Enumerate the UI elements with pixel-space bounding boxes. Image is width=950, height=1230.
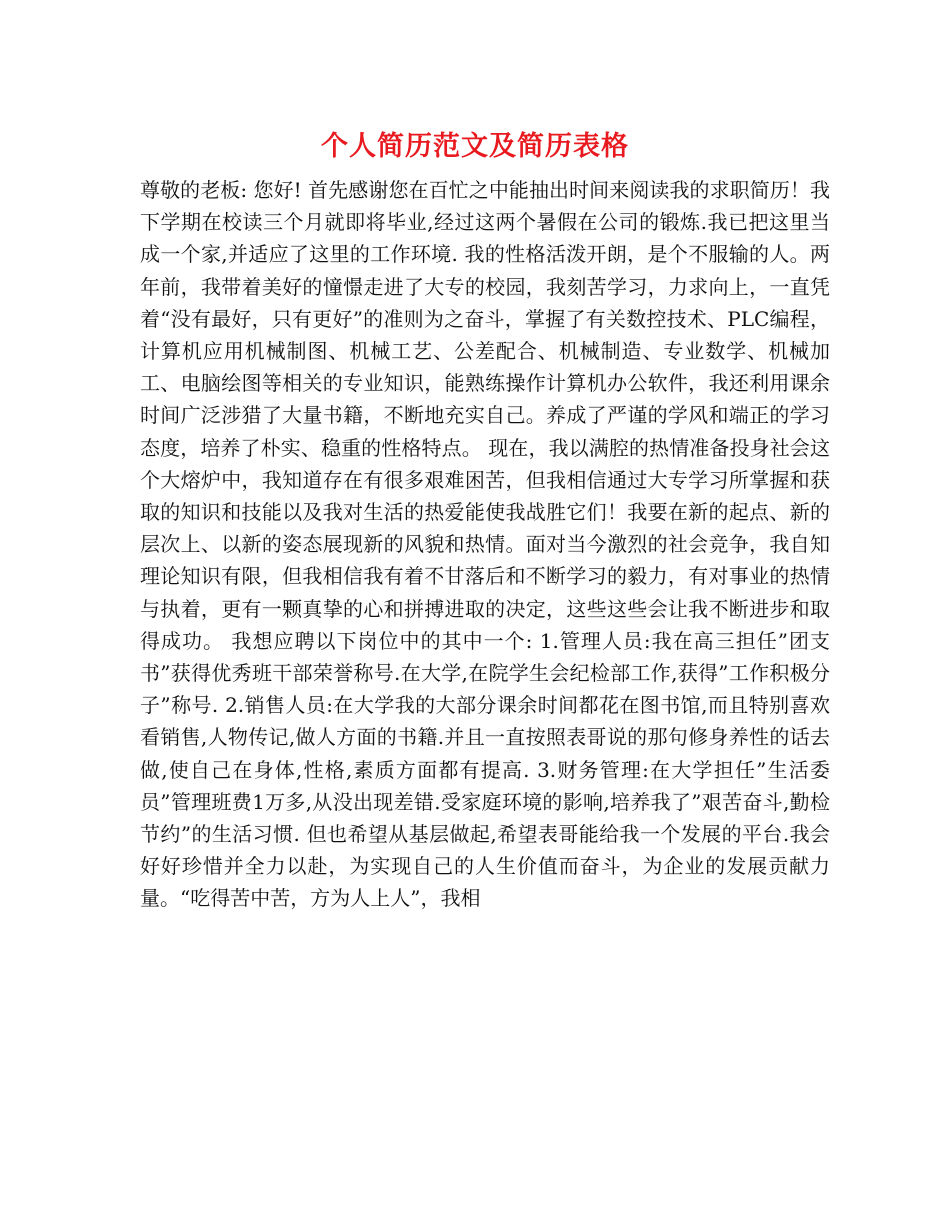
document-title: 个人简历范文及简历表格: [321, 131, 629, 162]
document-body-paragraph: 尊敬的老板: 您好! 首先感谢您在百忙之中能抽出时间来阅读我的求职简历！我下学期在校读三个月就即将毕业,经过这两个暑假在公司的锻炼.我已把这里当成一个家,并适应了这里的工作环境. 我的性格活泼开朗，是个不服输的人。两年前，我带着美好的憧憬走进了大专的校园，我刻苦学习，力求向上，一直凭着“没有最好，只有更好”的准则为之奋斗，掌握了有关数控技术、PLC编程，计算机应用机械制图、机械工艺、公差配合、机械制造、专业数学、机械加工、电脑绘图等相关的专业知识，能熟练操作计算机办公软件，我还利用课余时间广泛涉猎了大量书籍，不断地充实自己。养成了严谨的学风和端正的学习态度，培养了朴实、稳重的性格特点。 现在，我以满腔的热情准备投身社会这个大熔炉中，我知道存在有很多艰难困苦，但我相信通过大专学习所掌握和获取的知识和技能以及我对生活的热爱能使我战胜它们！我要在新的起点、新的层次上、以新的姿态展现新的风貌和热情。面对当今激烈的社会竞争，我自知理论知识有限，但我相信我有着不甘落后和不断学习的毅力，有对事业的热情与执着，更有一颗真挚的心和拼搏进取的决定，这些这些会让我不断进步和取得成功。 我想应聘以下岗位中的其中一个: 1.管理人员:我在高三担任”团支书”获得优秀班干部荣誉称号.在大学,在院学生会纪检部工作,获得”工作积极分子”称号. 2.销售人员:在大学我的大部分课余时间都花在图书馆,而且特别喜欢看销售,人物传记,做人方面的书籍.并且一直按照表哥说的那句修身养性的话去做,使自己在身体,性格,素质方面都有提高. 3.财务管理:在大学担任”生活委员”管理班费1万多,从没出现差错.受家庭环境的影响,培养我了”艰苦奋斗,勤检节约”的生活习惯. 但也希望从基层做起,希望表哥能给我一个发展的平台.我会好好珍惜并全力以赴，为实现自己的人生价值而奋斗，为企业的发展贡献力量。“吃得苦中苦，方为人上人”，我相: [140, 178, 830, 911]
